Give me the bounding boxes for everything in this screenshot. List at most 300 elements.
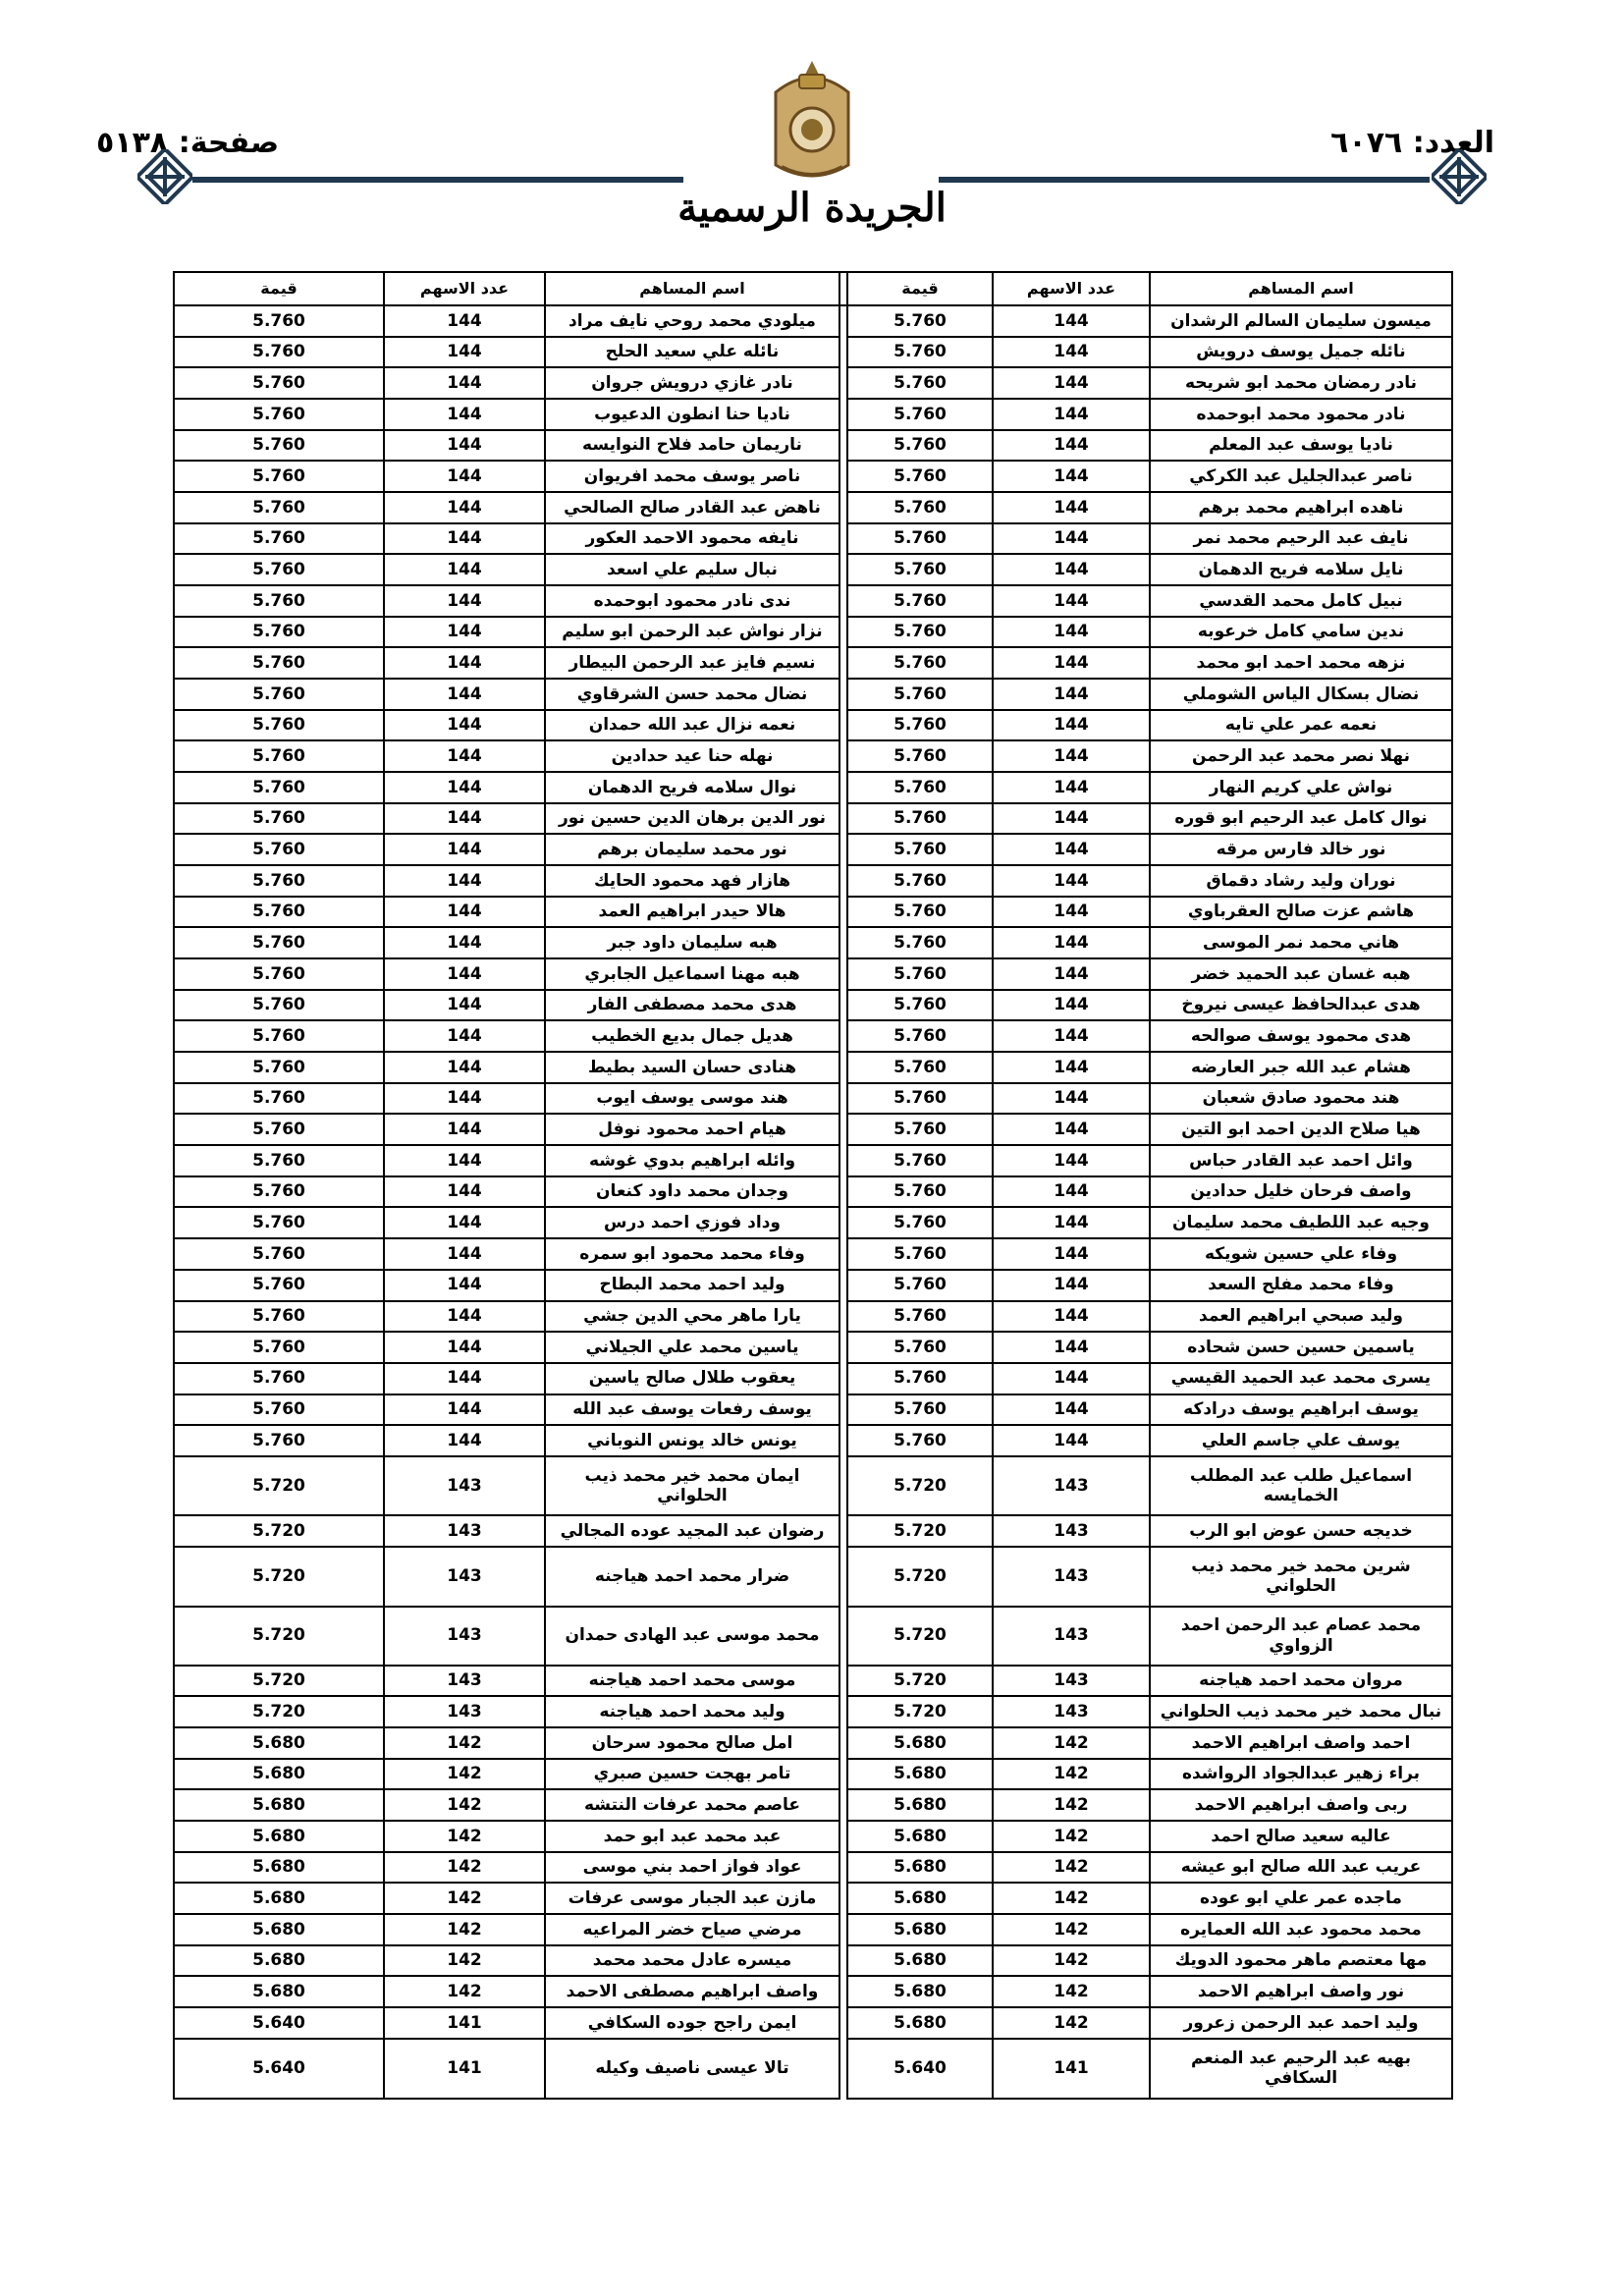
shareholder-name: هنادى حسان السيد بطيط — [545, 1052, 839, 1083]
share-value: 5.720 — [174, 1696, 384, 1727]
column-gap — [839, 2007, 847, 2039]
table-row — [174, 1515, 1452, 1547]
shareholder-name: نادر غازي درويش جروان — [545, 367, 839, 399]
share-value: 5.760 — [174, 958, 384, 990]
shareholder-name: ربى واصف ابراهيم الاحمد — [1150, 1789, 1452, 1821]
table-row — [174, 1883, 1452, 1914]
share-value: 5.760 — [174, 1114, 384, 1145]
column-gap — [839, 990, 847, 1021]
column-gap — [839, 897, 847, 928]
column-gap — [839, 305, 847, 337]
table-row — [174, 1052, 1452, 1083]
shareholder-name: يعقوب طلال صالح ياسين — [545, 1363, 839, 1394]
table-row — [174, 1547, 1452, 1607]
shares-count: 144 — [384, 710, 545, 741]
column-gap — [839, 399, 847, 430]
column-gap — [839, 1332, 847, 1363]
table-row — [174, 461, 1452, 492]
table-row — [174, 1852, 1452, 1884]
shareholder-name: عاليه سعيد صالح احمد — [1150, 1821, 1452, 1852]
shareholder-name: مروان محمد احمد هياجنه — [1150, 1666, 1452, 1697]
shares-count: 144 — [384, 1083, 545, 1115]
table-row — [174, 1083, 1452, 1115]
shares-count: 142 — [993, 1852, 1150, 1884]
shareholder-name: نزهه محمد احمد ابو محمد — [1150, 647, 1452, 679]
shares-count: 144 — [993, 399, 1150, 430]
table-row — [174, 990, 1452, 1021]
column-gap — [839, 492, 847, 523]
shares-count: 144 — [993, 1270, 1150, 1301]
shares-count: 144 — [993, 523, 1150, 555]
column-gap — [839, 1547, 847, 1607]
shares-count: 142 — [384, 1759, 545, 1790]
table-row — [174, 1456, 1452, 1516]
shareholders-table — [173, 271, 1451, 2100]
share-value: 5.760 — [174, 523, 384, 555]
column-gap — [839, 772, 847, 803]
shareholder-name: وليد محمد احمد هياجنه — [545, 1696, 839, 1727]
shares-count: 144 — [993, 834, 1150, 865]
table-row — [174, 367, 1452, 399]
shareholder-name: نادر رمضان محمد ابو شريحه — [1150, 367, 1452, 399]
shares-count: 144 — [993, 1301, 1150, 1333]
share-value: 5.760 — [174, 865, 384, 897]
column-gap — [839, 337, 847, 368]
shareholder-name: هيام احمد محمود نوفل — [545, 1114, 839, 1145]
share-value: 5.760 — [174, 430, 384, 462]
shareholder-name: عبد محمد عبد ابو حمد — [545, 1821, 839, 1852]
table-row — [174, 865, 1452, 897]
shares-count: 144 — [384, 337, 545, 368]
share-value: 5.760 — [847, 1052, 993, 1083]
shareholder-name: واصف ابراهيم مصطفى الاحمد — [545, 1976, 839, 2007]
shareholder-name: ماجده عمر علي ابو عوده — [1150, 1883, 1452, 1914]
share-value: 5.760 — [174, 367, 384, 399]
shares-count: 144 — [993, 492, 1150, 523]
table-row — [174, 1607, 1452, 1666]
issue-number: العدد: ٦٠٧٦ — [1330, 126, 1494, 160]
shares-count: 144 — [993, 1052, 1150, 1083]
shareholder-name: هدى محمود يوسف صوالحه — [1150, 1020, 1452, 1052]
share-value: 5.760 — [174, 1270, 384, 1301]
column-gap — [839, 1789, 847, 1821]
share-value: 5.680 — [174, 1883, 384, 1914]
share-value: 5.680 — [847, 1759, 993, 1790]
shares-count: 144 — [384, 740, 545, 772]
shares-count: 144 — [384, 1332, 545, 1363]
shareholder-name: نادر محمود محمد ابوحمده — [1150, 399, 1452, 430]
shareholder-name: مرضي صياح خضر المراعيه — [545, 1914, 839, 1945]
share-value: 5.760 — [174, 1425, 384, 1456]
table-row — [174, 740, 1452, 772]
share-value: 5.640 — [847, 2039, 993, 2099]
shareholder-name: ضرار محمد احمد هياجنه — [545, 1547, 839, 1607]
share-value: 5.760 — [847, 1207, 993, 1238]
shareholder-name: ندى نادر محمود ابوحمده — [545, 585, 839, 617]
shareholder-name: ياسين محمد علي الجيلاني — [545, 1332, 839, 1363]
share-value: 5.760 — [174, 772, 384, 803]
shareholder-name: محمد موسى عبد الهادى حمدان — [545, 1607, 839, 1666]
table-row — [174, 1145, 1452, 1176]
share-value: 5.640 — [174, 2039, 384, 2099]
share-value: 5.680 — [847, 1852, 993, 1884]
column-gap — [839, 1456, 847, 1516]
share-value: 5.760 — [847, 305, 993, 337]
share-value: 5.720 — [174, 1456, 384, 1516]
shares-count: 144 — [993, 337, 1150, 368]
col-header-value: قيمة — [174, 272, 384, 305]
table-row — [174, 430, 1452, 462]
column-gap — [839, 1883, 847, 1914]
shares-count: 144 — [384, 367, 545, 399]
share-value: 5.760 — [174, 1238, 384, 1270]
shareholder-name: وائله ابراهيم بدوي غوشه — [545, 1145, 839, 1176]
table-row — [174, 1425, 1452, 1456]
share-value: 5.760 — [847, 710, 993, 741]
shares-count: 144 — [993, 585, 1150, 617]
table-row — [174, 710, 1452, 741]
shareholder-name: نوال سلامه فريح الدهمان — [545, 772, 839, 803]
shareholder-name: ميسره عادل محمد محمد — [545, 1945, 839, 1977]
shareholder-name: وفاء علي حسين شويكه — [1150, 1238, 1452, 1270]
column-gap — [839, 272, 847, 305]
column-gap — [839, 1238, 847, 1270]
shareholder-name: مها معتصم ماهر محمود الدويك — [1150, 1945, 1452, 1977]
shares-count: 144 — [384, 1145, 545, 1176]
shares-count: 144 — [384, 772, 545, 803]
shares-count: 144 — [384, 865, 545, 897]
shareholder-name: هدى محمد مصطفى الفار — [545, 990, 839, 1021]
shareholder-name: هيا صلاح الدين احمد ابو التين — [1150, 1114, 1452, 1145]
shares-count: 142 — [993, 1789, 1150, 1821]
shareholder-name: نائله علي سعيد الحلح — [545, 337, 839, 368]
shareholder-name: نوال كامل عبد الرحيم ابو قوره — [1150, 803, 1452, 835]
shares-count: 142 — [384, 1727, 545, 1759]
table-row — [174, 2039, 1452, 2099]
shareholder-name: تامر بهجت حسين صبري — [545, 1759, 839, 1790]
table-row — [174, 305, 1452, 337]
share-value: 5.760 — [847, 679, 993, 710]
share-value: 5.680 — [847, 2007, 993, 2039]
shareholder-name: نزار نواش عبد الرحمن ابو سليم — [545, 617, 839, 648]
table-row — [174, 1789, 1452, 1821]
shareholder-name: محمد محمود عبد الله العمايره — [1150, 1914, 1452, 1945]
table-row — [174, 1727, 1452, 1759]
table-row — [174, 927, 1452, 958]
column-gap — [839, 1301, 847, 1333]
shares-count: 144 — [384, 305, 545, 337]
share-value: 5.680 — [174, 1789, 384, 1821]
shareholder-name: نعمه عمر علي تايه — [1150, 710, 1452, 741]
share-value: 5.760 — [174, 1207, 384, 1238]
column-gap — [839, 1145, 847, 1176]
shareholder-name: واصف فرحان خليل حدادين — [1150, 1176, 1452, 1208]
shares-count: 142 — [993, 1821, 1150, 1852]
share-value: 5.760 — [174, 740, 384, 772]
column-gap — [839, 1821, 847, 1852]
table-row — [174, 399, 1452, 430]
column-gap — [839, 1945, 847, 1977]
table-row — [174, 1976, 1452, 2007]
shareholder-name: يونس خالد يونس النوباني — [545, 1425, 839, 1456]
shares-count: 142 — [384, 1883, 545, 1914]
column-gap — [839, 367, 847, 399]
share-value: 5.760 — [174, 585, 384, 617]
share-value: 5.760 — [847, 740, 993, 772]
shareholder-name: نبيل كامل محمد القدسي — [1150, 585, 1452, 617]
shares-count: 144 — [384, 1114, 545, 1145]
share-value: 5.680 — [847, 1821, 993, 1852]
shareholder-name: مازن عبد الجبار موسى عرفات — [545, 1883, 839, 1914]
shareholder-name: ايمن راجح جوده السكافي — [545, 2007, 839, 2039]
column-gap — [839, 1759, 847, 1790]
share-value: 5.760 — [847, 1394, 993, 1426]
shares-count: 143 — [384, 1666, 545, 1697]
share-value: 5.760 — [174, 990, 384, 1021]
shareholder-name: احمد واصف ابراهيم الاحمد — [1150, 1727, 1452, 1759]
share-value: 5.760 — [847, 399, 993, 430]
shares-count: 144 — [993, 1363, 1150, 1394]
shareholder-name: هبه سليمان داود جبر — [545, 927, 839, 958]
table-row — [174, 2007, 1452, 2039]
shares-count: 144 — [993, 865, 1150, 897]
shareholder-name: نضال محمد حسن الشرقاوي — [545, 679, 839, 710]
shares-count: 142 — [384, 1789, 545, 1821]
table-row — [174, 337, 1452, 368]
column-gap — [839, 430, 847, 462]
table-row — [174, 897, 1452, 928]
column-gap — [839, 461, 847, 492]
share-value: 5.760 — [174, 1083, 384, 1115]
share-value: 5.760 — [174, 461, 384, 492]
column-gap — [839, 1020, 847, 1052]
shareholder-name: نور محمد سليمان برهم — [545, 834, 839, 865]
shareholder-name: ميلودي محمد روحي نايف مراد — [545, 305, 839, 337]
shares-count: 144 — [993, 554, 1150, 585]
table-row — [174, 803, 1452, 835]
shareholder-name: تالا عيسى ناصيف وكيله — [545, 2039, 839, 2099]
shareholder-name: وليد صبحي ابراهيم العمد — [1150, 1301, 1452, 1333]
share-value: 5.760 — [847, 927, 993, 958]
share-value: 5.760 — [847, 1238, 993, 1270]
column-gap — [839, 1914, 847, 1945]
table-row — [174, 1114, 1452, 1145]
shareholder-name: هند موسى يوسف ايوب — [545, 1083, 839, 1115]
column-gap — [839, 1207, 847, 1238]
share-value: 5.760 — [174, 337, 384, 368]
share-value: 5.760 — [847, 803, 993, 835]
share-value: 5.760 — [174, 492, 384, 523]
table-row — [174, 1363, 1452, 1394]
column-gap — [839, 1394, 847, 1426]
column-gap — [839, 1425, 847, 1456]
share-value: 5.760 — [847, 523, 993, 555]
column-gap — [839, 1852, 847, 1884]
shares-count: 144 — [993, 679, 1150, 710]
shares-count: 144 — [384, 897, 545, 928]
column-gap — [839, 865, 847, 897]
share-value: 5.760 — [174, 1301, 384, 1333]
shares-count: 143 — [384, 1547, 545, 1607]
table-row — [174, 834, 1452, 865]
shareholder-name: ندين سامي كامل خرعوبه — [1150, 617, 1452, 648]
shares-count: 144 — [384, 803, 545, 835]
shares-count: 141 — [384, 2039, 545, 2099]
shareholder-name: بهيه عبد الرحيم عبد المنعم السكافي — [1150, 2039, 1452, 2099]
shares-count: 144 — [993, 990, 1150, 1021]
share-value: 5.760 — [847, 897, 993, 928]
shares-count: 144 — [993, 367, 1150, 399]
shares-count: 143 — [384, 1456, 545, 1516]
shares-count: 143 — [384, 1515, 545, 1547]
share-value: 5.760 — [174, 1363, 384, 1394]
shareholder-name: يوسف ابراهيم يوسف درادكه — [1150, 1394, 1452, 1426]
share-value: 5.760 — [847, 834, 993, 865]
shareholder-name: براء زهير عبدالجواد الرواشده — [1150, 1759, 1452, 1790]
share-value: 5.680 — [174, 1945, 384, 1977]
shareholder-name: نهلا نصر محمد عبد الرحمن — [1150, 740, 1452, 772]
gazette-title: الجريدة الرسمية — [677, 185, 947, 231]
shares-count: 144 — [384, 679, 545, 710]
shares-count: 142 — [993, 2007, 1150, 2039]
share-value: 5.720 — [847, 1547, 993, 1607]
column-gap — [839, 647, 847, 679]
shareholder-name: وداد فوزي احمد درس — [545, 1207, 839, 1238]
shares-count: 143 — [993, 1696, 1150, 1727]
column-gap — [839, 1176, 847, 1208]
share-value: 5.760 — [847, 1332, 993, 1363]
table-row — [174, 1759, 1452, 1790]
shareholder-name: ناصر يوسف محمد افريوان — [545, 461, 839, 492]
share-value: 5.760 — [174, 1052, 384, 1083]
shares-count: 144 — [384, 927, 545, 958]
shares-count: 144 — [993, 647, 1150, 679]
shareholder-name: هاني محمد نمر الموسى — [1150, 927, 1452, 958]
share-value: 5.760 — [174, 647, 384, 679]
shares-count: 144 — [384, 1052, 545, 1083]
shareholder-name: نايل سلامه فريح الدهمان — [1150, 554, 1452, 585]
table-row — [174, 679, 1452, 710]
column-gap — [839, 1052, 847, 1083]
table-row — [174, 1332, 1452, 1363]
column-gap — [839, 1114, 847, 1145]
shareholder-name: عريب عبد الله صالح ابو عيشه — [1150, 1852, 1452, 1884]
shareholder-name: شرين محمد خير محمد ذيب الحلواني — [1150, 1547, 1452, 1607]
column-gap — [839, 679, 847, 710]
share-value: 5.720 — [174, 1515, 384, 1547]
shares-count: 144 — [384, 1176, 545, 1208]
shares-count: 144 — [384, 430, 545, 462]
shares-count: 144 — [384, 1425, 545, 1456]
shares-count: 144 — [993, 305, 1150, 337]
shareholder-name: ناديا يوسف عبد المعلم — [1150, 430, 1452, 462]
shares-count: 142 — [993, 1759, 1150, 1790]
share-value: 5.760 — [847, 990, 993, 1021]
share-value: 5.720 — [174, 1666, 384, 1697]
share-value: 5.760 — [174, 399, 384, 430]
share-value: 5.720 — [174, 1547, 384, 1607]
share-value: 5.760 — [847, 1020, 993, 1052]
share-value: 5.680 — [174, 1976, 384, 2007]
shareholder-name: ناريمان حامد فلاح النوايسه — [545, 430, 839, 462]
col-header-name: اسم المساهم — [1150, 272, 1452, 305]
share-value: 5.760 — [847, 1083, 993, 1115]
shares-count: 144 — [384, 617, 545, 648]
shareholder-name: هديل جمال بديع الخطيب — [545, 1020, 839, 1052]
shareholder-name: ناصر عبدالجليل عبد الكركي — [1150, 461, 1452, 492]
table-row — [174, 1207, 1452, 1238]
table-row — [174, 492, 1452, 523]
column-gap — [839, 523, 847, 555]
share-value: 5.760 — [174, 927, 384, 958]
share-value: 5.760 — [174, 1020, 384, 1052]
shareholder-name: ناديا حنا انطون الدعيوب — [545, 399, 839, 430]
shares-count: 142 — [993, 1914, 1150, 1945]
shareholder-name: نبال محمد خير محمد ذيب الحلواني — [1150, 1696, 1452, 1727]
shareholder-name: ناهده ابراهيم محمد برهم — [1150, 492, 1452, 523]
col-header-shares: عدد الاسهم — [384, 272, 545, 305]
share-value: 5.760 — [174, 679, 384, 710]
col-header-shares: عدد الاسهم — [993, 272, 1150, 305]
shareholder-name: موسى محمد احمد هياجنه — [545, 1666, 839, 1697]
shares-count: 144 — [993, 617, 1150, 648]
shares-count: 143 — [993, 1666, 1150, 1697]
shares-count: 144 — [993, 1425, 1150, 1456]
shareholder-name: هبه مهنا اسماعيل الجابري — [545, 958, 839, 990]
shares-count: 144 — [993, 958, 1150, 990]
share-value: 5.680 — [174, 1759, 384, 1790]
shareholder-name: نسيم فايز عبد الرحمن البيطار — [545, 647, 839, 679]
shares-count: 144 — [993, 1145, 1150, 1176]
shareholder-name: نائله جميل يوسف درويش — [1150, 337, 1452, 368]
shareholder-name: عواد فواز احمد بني موسى — [545, 1852, 839, 1884]
column-gap — [839, 740, 847, 772]
column-gap — [839, 803, 847, 835]
shares-count: 142 — [384, 1852, 545, 1884]
shares-count: 144 — [384, 1270, 545, 1301]
shares-count: 142 — [993, 1883, 1150, 1914]
table-row — [174, 1020, 1452, 1052]
shares-count: 144 — [384, 554, 545, 585]
shares-count: 144 — [993, 1020, 1150, 1052]
header-rule-right — [939, 177, 1430, 183]
column-gap — [839, 585, 847, 617]
shares-count: 141 — [993, 2039, 1150, 2099]
shareholder-name: وفاء محمد مفلح السعد — [1150, 1270, 1452, 1301]
share-value: 5.680 — [847, 1789, 993, 1821]
shares-count: 144 — [993, 772, 1150, 803]
share-value: 5.760 — [174, 710, 384, 741]
shareholder-name: نايفه محمود الاحمد العكور — [545, 523, 839, 555]
shareholder-name: هازار فهد محمود الحايك — [545, 865, 839, 897]
share-value: 5.760 — [174, 1176, 384, 1208]
shareholder-name: عاصم محمد عرفات النتشه — [545, 1789, 839, 1821]
shareholder-name: هاشم عزت صالح العقرباوي — [1150, 897, 1452, 928]
share-value: 5.760 — [847, 772, 993, 803]
shareholder-name: نعمه نزال عبد الله حمدان — [545, 710, 839, 741]
share-value: 5.760 — [174, 834, 384, 865]
share-value: 5.760 — [847, 430, 993, 462]
column-gap — [839, 1083, 847, 1115]
share-value: 5.760 — [847, 958, 993, 990]
shares-count: 143 — [384, 1607, 545, 1666]
table-row — [174, 1301, 1452, 1333]
shares-count: 144 — [993, 1207, 1150, 1238]
table-row — [174, 647, 1452, 679]
shareholder-name: هند محمود صادق شعبان — [1150, 1083, 1452, 1115]
table-row — [174, 523, 1452, 555]
shares-count: 144 — [993, 430, 1150, 462]
